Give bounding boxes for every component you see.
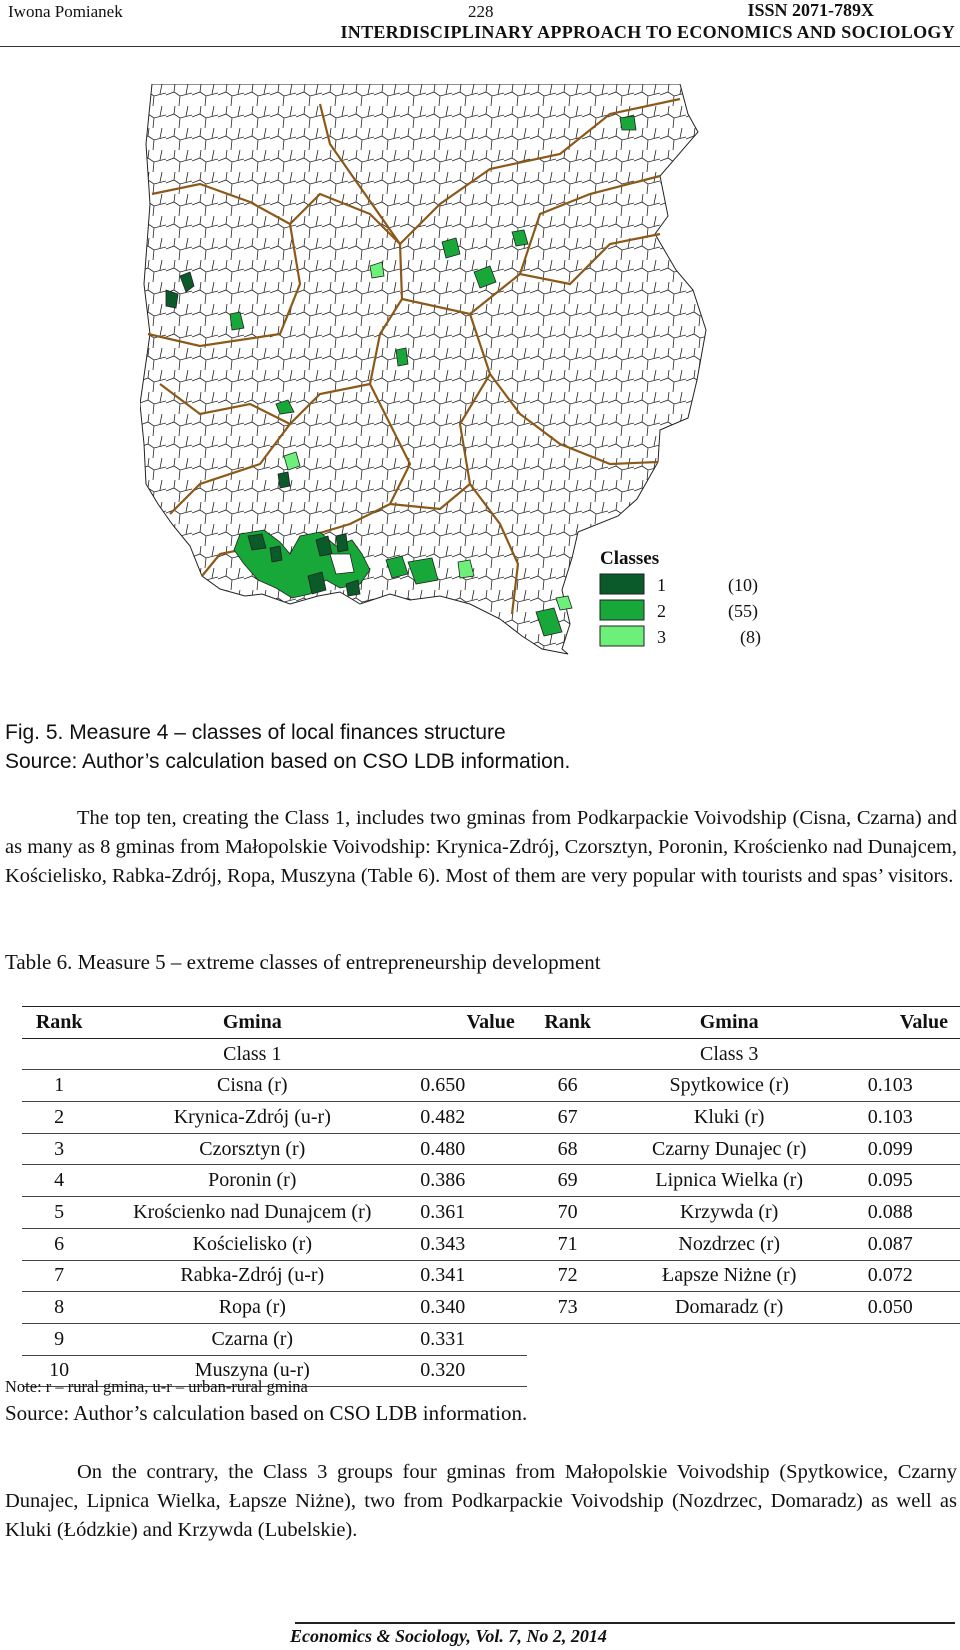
- gmina-cell: Łapsze Niżne (r): [609, 1260, 850, 1292]
- value-cell: 0.072: [850, 1260, 960, 1292]
- gmina-cell: Ropa (r): [96, 1292, 408, 1324]
- map-legend: [600, 548, 761, 648]
- value-cell: 0.482: [408, 1102, 526, 1134]
- header-value-2: Value: [850, 1007, 960, 1039]
- gmina-cell: Krzywda (r): [609, 1197, 850, 1229]
- rank-cell: 68: [527, 1133, 609, 1165]
- value-cell: 0.103: [850, 1070, 960, 1102]
- table-note: Note: r – rural gmina, u-r – urban-rural gmina: [5, 1377, 308, 1396]
- gmina-cell: Domaradz (r): [609, 1292, 850, 1324]
- value-cell: 0.386: [408, 1165, 526, 1197]
- header-journal-title: INTERDISCIPLINARY APPROACH TO ECONOMICS AND SOCIOLOGY: [340, 22, 955, 42]
- paragraph-class1-text: The top ten, creating the Class 1, includes two gminas from Podkarpackie Voivodship (Cisna, Czarna) and as many as 8 gminas from Małopolskie Voivodship: Krynica-Zdrój, Czorsztyn, Poronin, Krościenko nad Dunajcem, Kościelisko, Rabka-Zdrój, Ropa, Muszyna (Table 6). Most of them are very popular with tourists and spas’ visitors.: [5, 807, 957, 887]
- paragraph-class3: [5, 1458, 957, 1545]
- legend-count-1: (10): [728, 575, 758, 595]
- value-cell: 0.095: [850, 1165, 960, 1197]
- legend-count-3: (8): [740, 627, 761, 647]
- table-row: [22, 1197, 960, 1229]
- header-gmina-2: Gmina: [609, 1007, 850, 1039]
- figure-source: Source: Author’s calculation based on CSO LDB information.: [5, 750, 571, 773]
- gmina-cell: Cisna (r): [96, 1070, 408, 1102]
- footer-journal: Economics & Sociology, Vol. 7, No 2, 2014: [290, 1626, 607, 1646]
- value-cell: 0.331: [408, 1323, 526, 1355]
- table-row: [22, 1133, 960, 1165]
- value-cell: 0.099: [850, 1133, 960, 1165]
- gmina-cell: Rabka-Zdrój (u-r): [96, 1260, 408, 1292]
- table-row: [22, 1070, 960, 1102]
- header-gmina: Gmina: [96, 1007, 408, 1039]
- rank-cell: 3: [22, 1133, 96, 1165]
- figure-caption-block: [5, 718, 570, 776]
- rank-cell: 71: [527, 1228, 609, 1260]
- rank-cell: 9: [22, 1323, 96, 1355]
- rank-cell: 8: [22, 1292, 96, 1324]
- header-author: Iwona Pomianek: [8, 2, 123, 21]
- figure-map: [140, 84, 820, 689]
- gmina-cell: Kościelisko (r): [96, 1228, 408, 1260]
- value-cell: 0.087: [850, 1228, 960, 1260]
- footer-rule: [295, 1622, 955, 1624]
- extreme-classes-table: [22, 1006, 960, 1387]
- rank-cell: 70: [527, 1197, 609, 1229]
- gmina-cell: Lipnica Wielka (r): [609, 1165, 850, 1197]
- value-cell: 0.320: [408, 1355, 526, 1387]
- header-rank-2: Rank: [527, 1007, 609, 1039]
- value-cell: 0.341: [408, 1260, 526, 1292]
- value-cell: 0.343: [408, 1228, 526, 1260]
- value-cell: 0.340: [408, 1292, 526, 1324]
- page-header: [0, 0, 960, 48]
- gmina-cell: Czarny Dunajec (r): [609, 1133, 850, 1165]
- rank-cell: 4: [22, 1165, 96, 1197]
- legend-title: Classes: [600, 548, 660, 569]
- table-row: [22, 1292, 960, 1324]
- rank-cell: 2: [22, 1102, 96, 1134]
- paragraph-class1: [5, 804, 957, 891]
- gmina-cell: Nozdrzec (r): [609, 1228, 850, 1260]
- gmina-cell: Kluki (r): [609, 1102, 850, 1134]
- rank-cell: 7: [22, 1260, 96, 1292]
- table-row: [22, 1228, 960, 1260]
- value-cell: 0.480: [408, 1133, 526, 1165]
- rank-cell: 73: [527, 1292, 609, 1324]
- header-rule: [0, 46, 960, 47]
- table-source: Source: Author’s calculation based on CSO LDB information.: [5, 1401, 528, 1425]
- gmina-cell: Czarna (r): [96, 1323, 408, 1355]
- figure-caption: Fig. 5. Measure 4 – classes of local finances structure: [5, 721, 506, 744]
- value-cell: 0.361: [408, 1197, 526, 1229]
- header-value: Value: [408, 1007, 526, 1039]
- gmina-cell: Czorsztyn (r): [96, 1133, 408, 1165]
- class-row: [22, 1038, 960, 1070]
- gmina-cell: Poronin (r): [96, 1165, 408, 1197]
- table-row: [22, 1323, 960, 1355]
- rank-cell: 5: [22, 1197, 96, 1229]
- value-cell: 0.050: [850, 1292, 960, 1324]
- rank-cell: 67: [527, 1102, 609, 1134]
- rank-cell: 69: [527, 1165, 609, 1197]
- rank-cell: 10: [22, 1355, 96, 1387]
- legend-swatch-2: [600, 600, 644, 620]
- legend-label-2: 2: [657, 601, 666, 621]
- rank-cell: 66: [527, 1070, 609, 1102]
- header-page-number: 228: [468, 2, 494, 21]
- rank-cell: 6: [22, 1228, 96, 1260]
- legend-swatch-1: [600, 574, 644, 594]
- legend-label-3: 3: [657, 627, 666, 647]
- gmina-cell: Muszyna (u-r): [96, 1355, 408, 1387]
- table-title: Table 6. Measure 5 – extreme classes of entrepreneurship development: [5, 950, 601, 974]
- header-issn: ISSN 2071-789X: [747, 0, 874, 20]
- class-3-label: Class 3: [609, 1038, 850, 1070]
- value-cell: 0.650: [408, 1070, 526, 1102]
- legend-swatch-3: [600, 626, 644, 646]
- value-cell: 0.088: [850, 1197, 960, 1229]
- poland-gmina-map: [140, 84, 820, 689]
- table-row: [22, 1102, 960, 1134]
- table-row: [22, 1260, 960, 1292]
- table-row: [22, 1165, 960, 1197]
- value-cell: 0.103: [850, 1102, 960, 1134]
- legend-label-1: 1: [657, 575, 666, 595]
- gmina-cell: Spytkowice (r): [609, 1070, 850, 1102]
- gmina-cell: Krościenko nad Dunajcem (r): [96, 1197, 408, 1229]
- class-1-label: Class 1: [96, 1038, 408, 1070]
- rank-cell: 72: [527, 1260, 609, 1292]
- header-rank: Rank: [22, 1007, 96, 1039]
- legend-count-2: (55): [728, 601, 758, 621]
- gmina-cell: Krynica-Zdrój (u-r): [96, 1102, 408, 1134]
- rank-cell: 1: [22, 1070, 96, 1102]
- paragraph-class3-text: On the contrary, the Class 3 groups four gminas from Małopolskie Voivodship (Spytkowice, Czarny Dunajec, Lipnica Wielka, Łapsze Niżne), two from Podkarpackie Voivodship (Nozdrzec, Domaradz) as well as Kluki (Łódzkie) and Krzywda (Lubelskie).: [5, 1461, 957, 1541]
- table-header-row: [22, 1007, 960, 1039]
